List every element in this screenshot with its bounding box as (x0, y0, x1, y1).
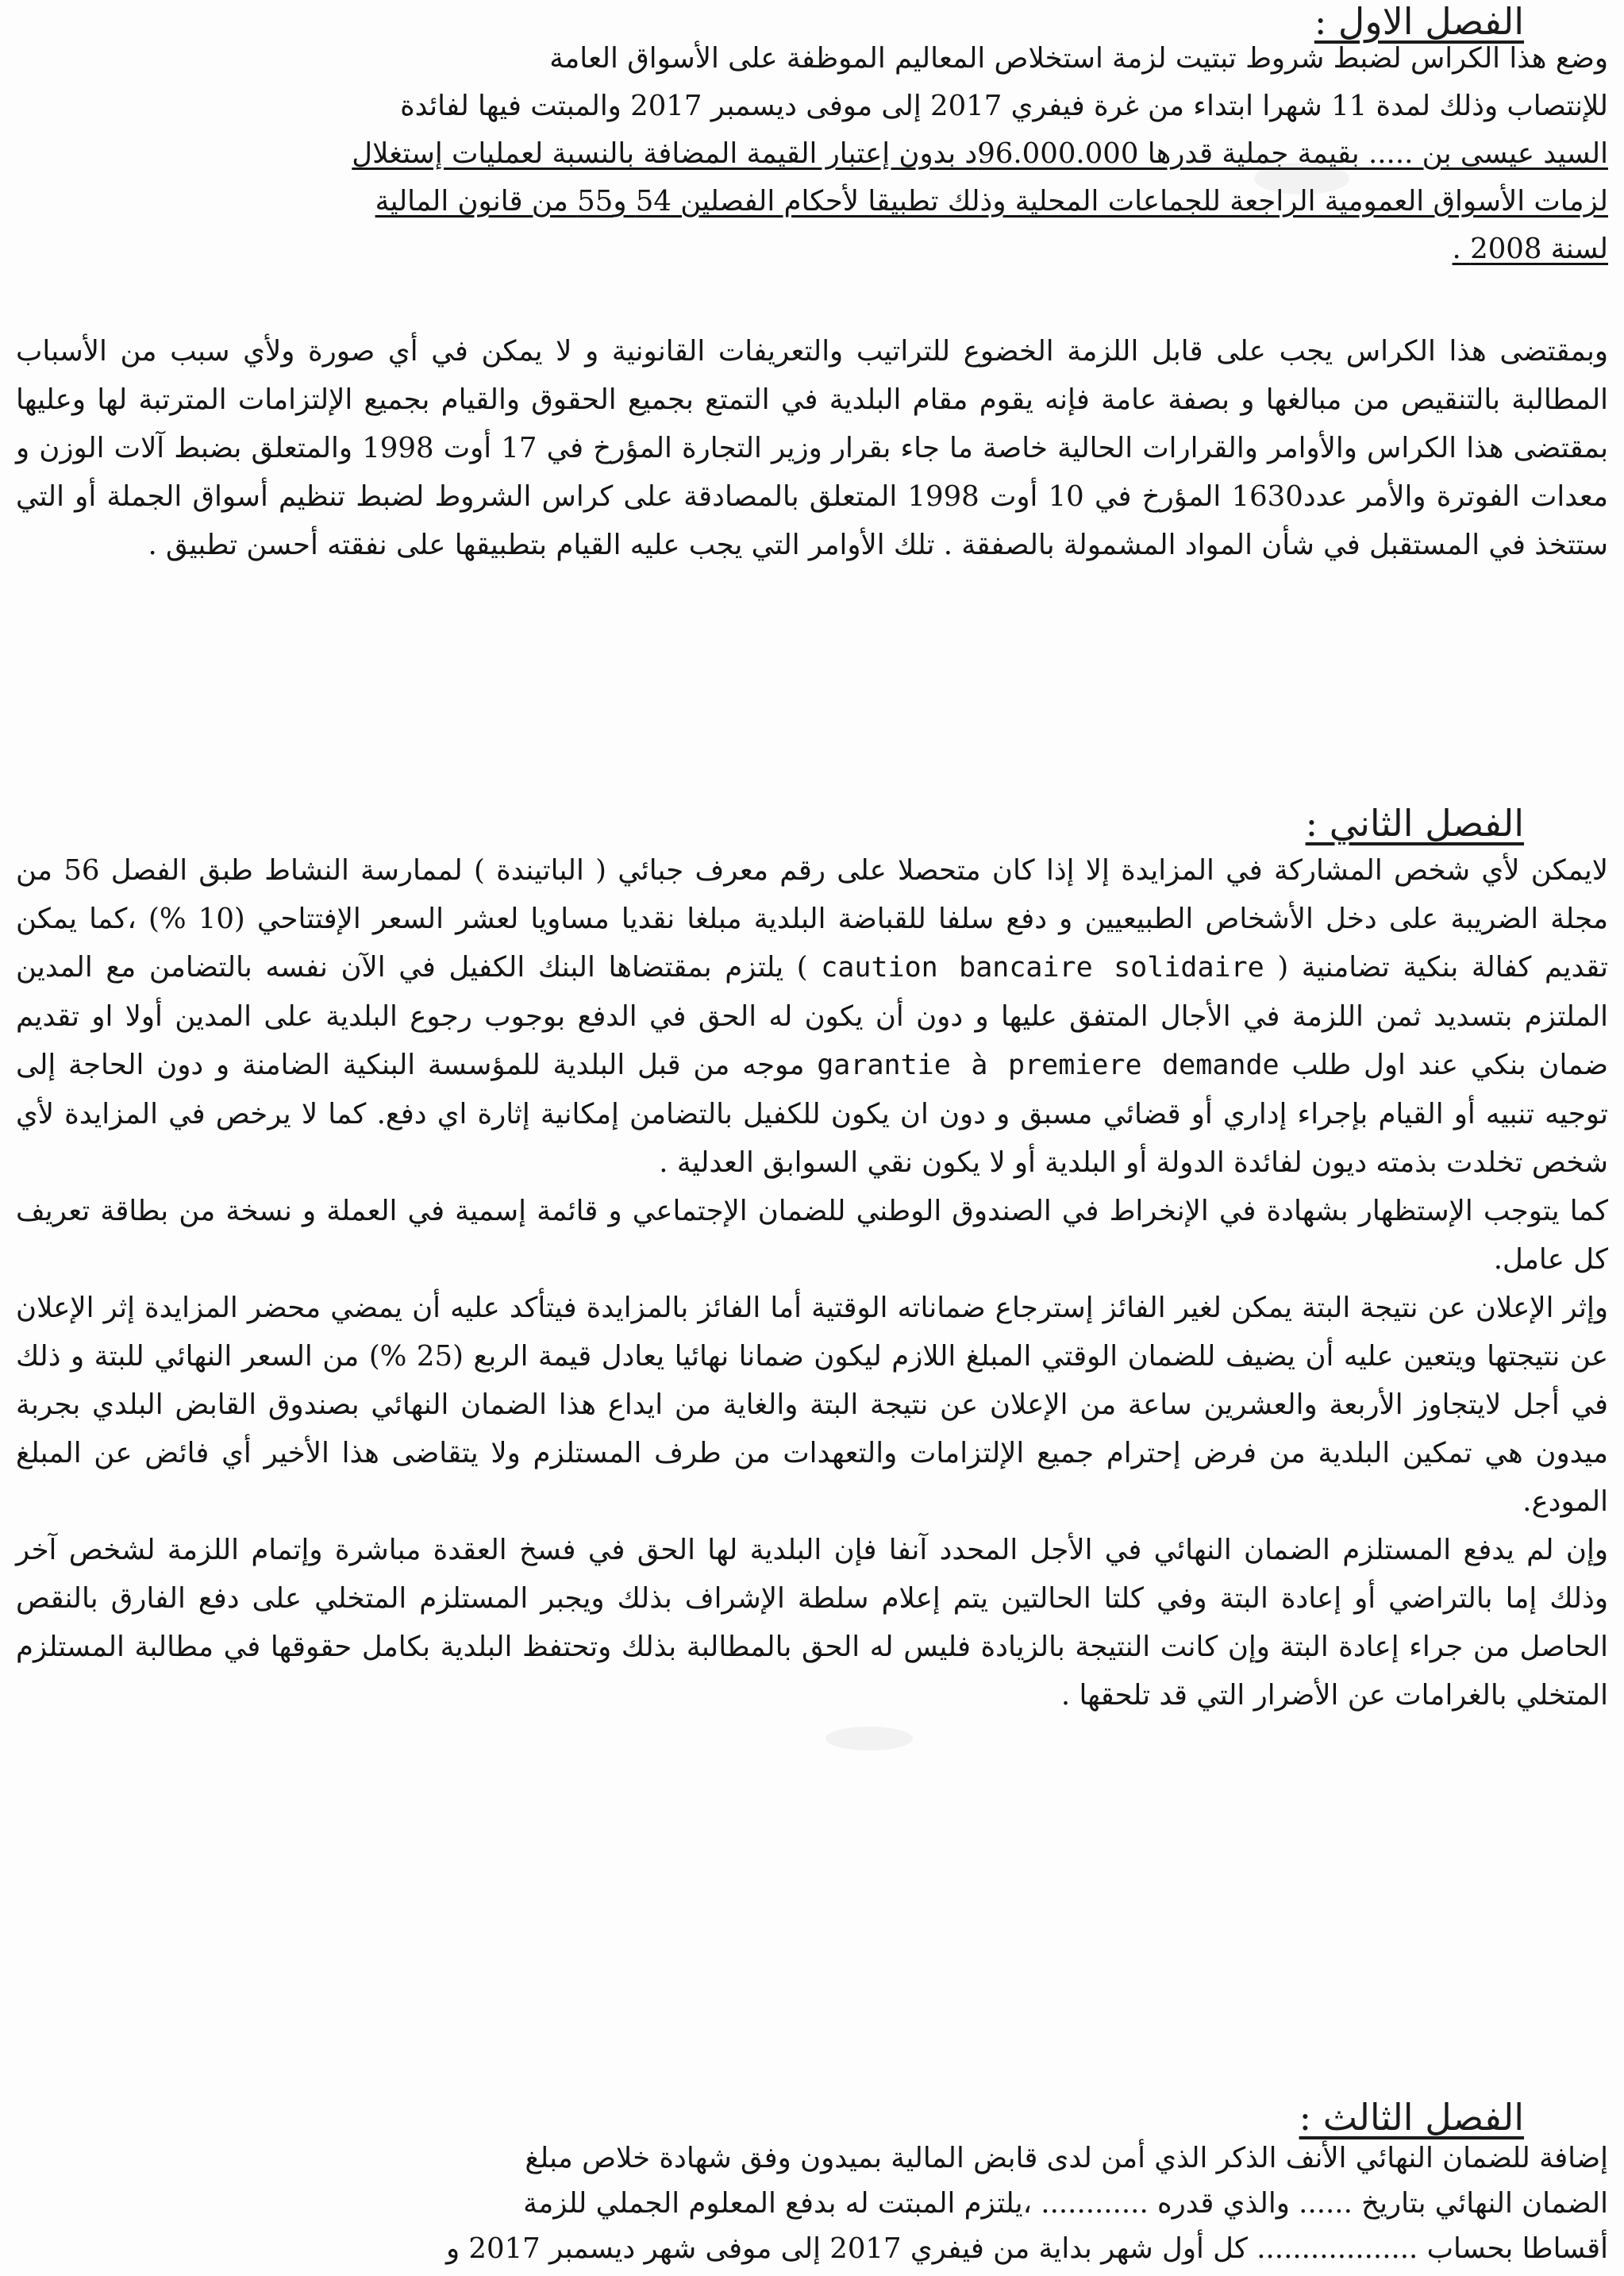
ch3-line-2: الضمان النهائي بتاريخ ...... والذي قدره ............ ،يلتزم المبتت له بدفع المعلوم الجملي للزمة (523, 2187, 1608, 2220)
scan-smudge (1254, 163, 1349, 194)
ch2-latin-garantie: garantie à premiere demande (817, 1049, 1280, 1081)
ch3-line-3: أقساطا بحساب .................. كل أول شهر بداية من فيفري 2017 إلى موفى شهر ديسمبر 2017 و (445, 2232, 1608, 2265)
ch1-line-3: السيد عيسى بن ..... بقيمة جملية قدرها 96.000.000د بدون إعتبار القيمة المضافة بالنسبة لعمليات إستغلال (352, 137, 1608, 170)
ch1-line-4: لزمات الأسواق العمومية الراجعة للجماعات المحلية وذلك تطبيقا لأحكام الفصلين 54 و55 من قانون المالية (375, 185, 1608, 218)
ch1-line-2: للإنتصاب وذلك لمدة 11 شهرا ابتداء من غرة فيفري 2017 إلى موفى ديسمبر 2017 والمبتت فيها لفائدة (400, 90, 1608, 122)
ch2-p1-part-c: موجه من قبل البلدية للمؤسسة البنكية الضامنة و دون الحاجة إلى توجيه تنبيه أو القيام بإجراء إداري أو قضائي مسبق و دون ان يكون للكفيل بالتضامن إمكانية إثارة اي دفع. كما لا يرخص في المزايدة لأي شخص تخلدت بذمته ديون لفائدة الدولة أو البلدية أو لا يكون نقي السوابق العدلية . (16, 1049, 1608, 1179)
chapter-1-paragraph-1 (16, 35, 1608, 273)
chapter-1-paragraph-2 (16, 327, 1608, 569)
chapter-3-heading: الفصل الثالث : (1299, 2096, 1524, 2139)
ch2-paragraph-4: وإن لم يدفع المستلزم الضمان النهائي في الأجل المحدد آنفا فإن البلدية لها الحق في فسخ العقدة مباشرة وإتمام اللزمة لشخص آخر وذلك إما بالتراضي أو إعادة البتة وفي كلتا الحالتين يتم إعلام سلطة الإشراف بذلك ويجبر المستلزم المتخلي على دفع الفارق بالنقص الحاصل من جراء إعادة البتة وإن كانت النتيجة بالزيادة فليس له الحق بالمطالبة بذلك وتحتفظ البلدية بكامل حقوقها في مطالبة المستلزم المتخلي بالغرامات عن الأضرار التي قد تلحقها . (16, 1534, 1608, 1712)
ch2-p1-part-a: لايمكن لأي شخص المشاركة في المزايدة إلا إذا كان متحصلا على رقم معرف جبائي ( الباتيندة ) لممارسة النشاط طبق الفصل 56 من مجلة الضريبة على دخل الأشخاص الطبيعيين و دفع سلفا للقباضة البلدية مبلغا نقديا مساويا لعشر السعر الإفتتاحي (10 %) ،كما يمكن تقديم كفالة بنكية تضامنية ( (16, 854, 1609, 984)
chapter-2-body (16, 846, 1608, 1720)
ch2-latin-caution: caution bancaire solidaire (821, 952, 1264, 984)
chapter-1-heading: الفصل الاول : (1314, 0, 1524, 43)
chapter-3-body (16, 2135, 1608, 2271)
chapter-2-heading: الفصل الثاني : (1305, 802, 1524, 845)
ch2-paragraph-2: كما يتوجب الإستظهار بشهادة في الإنخراط في الصندوق الوطني للضمان الإجتماعي و قائمة إسمية في العملة و نسخة من بطاقة تعريف كل عامل. (16, 1195, 1608, 1276)
ch2-p1-part-b: ) يلتزم بمقتضاها البنك الكفيل في الآن نفسه بالتضامن مع المدين الملتزم بتسديد ثمن اللزمة في الأجال المتفق عليها و دون أن يكون له الحق في الدفع بوجوب رجوع البلدية على المدين أولا او تقديم ضمان بنكي عند اول طلب (16, 951, 1608, 1081)
ch1-line-5: لسنة 2008 . (1452, 233, 1608, 265)
ch3-line-1: إضافة للضمان النهائي الأنف الذكر الذي أمن لدى قابض المالية بميدون وفق شهادة خلاص مبلغ (525, 2142, 1608, 2174)
ch2-paragraph-1 (16, 846, 1608, 1187)
ch1-p2-text: وبمقتضى هذا الكراس يجب على قابل اللزمة الخضوع للتراتيب والتعريفات القانونية و لا يمكن في أي صورة ولأي سبب من الأسباب المطالبة بالتنقيص من مبالغها و بصفة عامة فإنه يقوم مقام البلدية في التمتع بجميع الحقوق والقيام بجميع الإلتزامات المترتبة لها وعليها بمقتضى هذا الكراس والأوامر والقرارات الحالية خاصة ما جاء بقرار وزير التجارة المؤرخ في 17 أوت 1998 والمتعلق بضبط آلات الوزن و معدات الفوترة والأمر عدد1630 المؤرخ في 10 أوت 1998 المتعلق بالمصادقة على كراس الشروط لضبط تنظيم أسواق الجملة أو التي ستتخذ في المستقبل في شأن المواد المشمولة بالصفقة . تلك الأوامر التي يجب عليه القيام بتطبيقها على نفقته أحسن تطبيق . (16, 335, 1608, 561)
scan-smudge (825, 1727, 913, 1750)
ch1-line-1: وضع هذا الكراس لضبط شروط تبتيت لزمة استخلاص المعاليم الموظفة على الأسواق العامة (549, 42, 1608, 75)
ch2-paragraph-3: وإثر الإعلان عن نتيجة البتة يمكن لغير الفائز إسترجاع ضماناته الوقتية أما الفائز بالمزايدة فيتأكد عليه أن يمضي محضر المزايدة إثر الإعلان عن نتيجتها ويتعين عليه أن يضيف للضمان الوقتي المبلغ اللازم ليكون ضمانا نهائيا يعادل قيمة الربع (25 %) من السعر النهائي للبتة و ذلك في أجل لايتجاوز الأربعة والعشرين ساعة من الإعلان عن نتيجة البتة والغاية من ايداع هذا الضمان النهائي بصندوق القابض البلدي بجربة ميدون هي تمكين البلدية من فرض إحترام جميع الإلتزامات والتعهدات من طرف المستلزم ولا يتقاضى هذا الأخير أي فائض عن المبلغ المودع. (16, 1292, 1608, 1518)
